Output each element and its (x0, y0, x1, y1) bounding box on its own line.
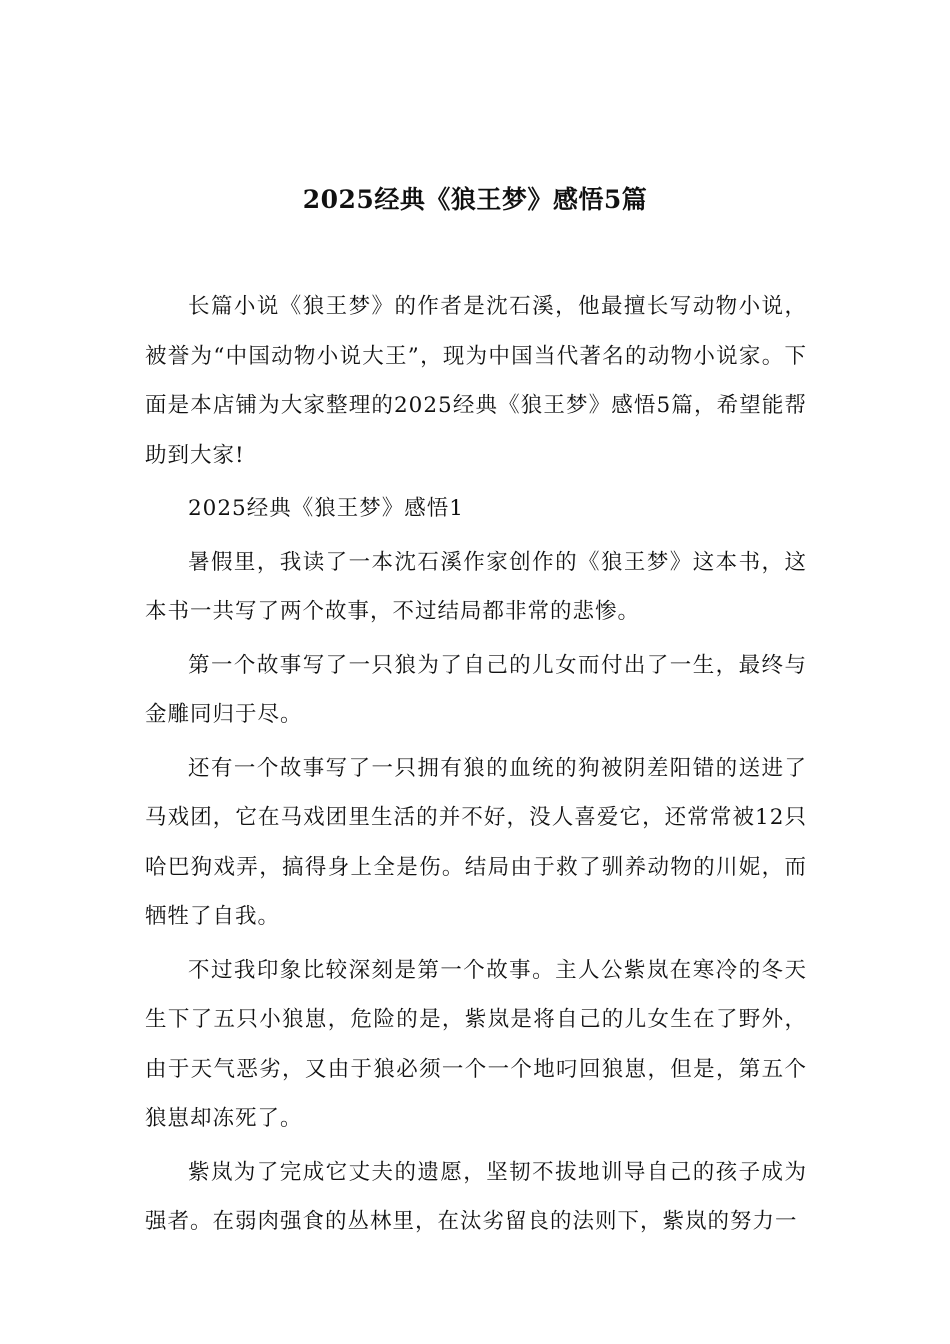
body-paragraph: 第一个故事写了一只狼为了自己的儿女而付出了一生，最终与金雕同归于尽。 (145, 652, 807, 727)
body-paragraph: 暑假里，我读了一本沈石溪作家创作的《狼王梦》这本书，这本书一共写了两个故事，不过结局都非常的悲惨。 (145, 549, 807, 624)
body-paragraph: 还有一个故事写了一只拥有狼的血统的狗被阴差阳错的送进了马戏团，它在马戏团里生活的并不好，没人喜爱它，还常常被12只哈巴狗戏弄，搞得身上全是伤。结局由于救了驯养动物的川妮，而牺牲了自我。 (145, 755, 807, 929)
body-paragraph: 不过我印象比较深刻是第一个故事。主人公紫岚在寒冷的冬天生下了五只小狼崽，危险的是，紫岚是将自己的儿女生在了野外，由于天气恶劣，又由于狼必须一个一个地叼回狼崽，但是，第五个狼崽却冻死了。 (145, 957, 807, 1131)
body-paragraph: 紫岚为了完成它丈夫的遗愿，坚韧不拔地训导自己的孩子成为强者。在弱肉强食的丛林里，在汰劣留良的法则下，紫岚的努力一 (145, 1159, 807, 1234)
intro-paragraph: 长篇小说《狼王梦》的作者是沈石溪，他最擅长写动物小说，被誉为“中国动物小说大王”，现为中国当代著名的动物小说家。下面是本店铺为大家整理的2025经典《狼王梦》感悟5篇，希望能帮助到大家! (145, 294, 807, 468)
document-title: 2025经典《狼王梦》感悟5篇 (302, 185, 648, 214)
section-heading: 2025经典《狼王梦》感悟1 (188, 496, 464, 521)
document-body (145, 282, 807, 1251)
